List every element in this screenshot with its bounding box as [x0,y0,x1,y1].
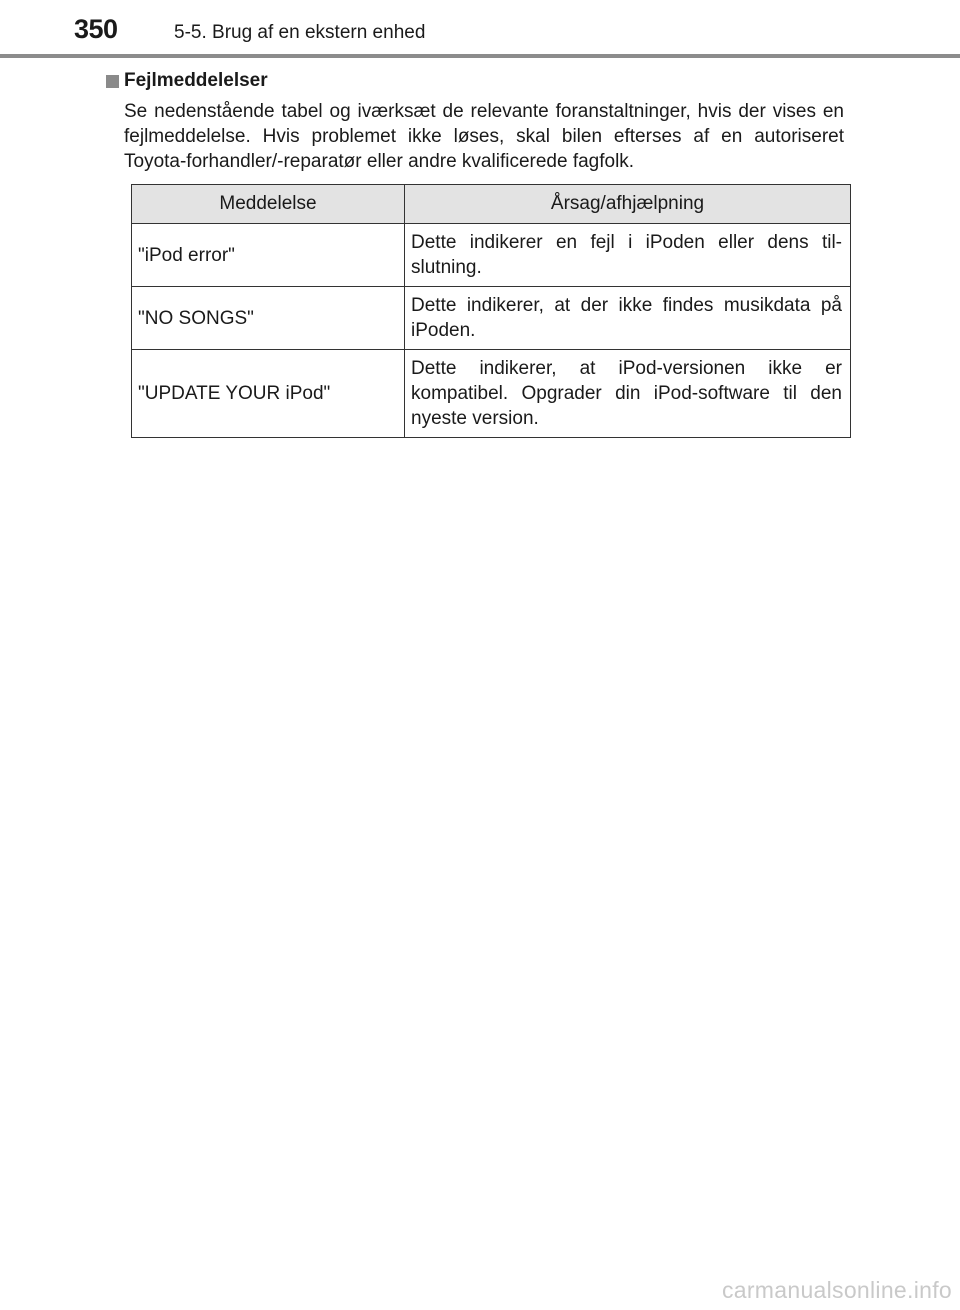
table-row [132,287,851,350]
cause-cell: Dette indikerer en fejl i iPoden eller dens til-slutning. [405,224,851,287]
header-message: Meddelelse [132,185,405,224]
header-divider [0,54,960,58]
section-heading [106,68,846,94]
error-messages-section [106,68,846,174]
message-cell: "iPod error" [132,224,405,287]
cause-cell: Dette indikerer, at iPod-versionen ikke er kompatibel. Opgrader din iPod-software til den nyeste version. [405,350,851,438]
table-header-row [132,185,851,224]
square-bullet-icon [106,75,119,88]
table-row [132,224,851,287]
header-cause: Årsag/afhjælpning [405,185,851,224]
message-cell: "UPDATE YOUR iPod" [132,350,405,438]
table-row [132,350,851,438]
page-number: 350 [74,14,118,44]
section-title: Fejlmeddelelser [124,70,268,91]
message-cell: "NO SONGS" [132,287,405,350]
watermark: carmanualsonline.info [721,1277,952,1303]
error-message-table [131,184,851,438]
section-body: Se nedenstående tabel og iværksæt de relevante foranstaltninger, hvis der vises en fejlmeddelelse. Hvis problemet ikke løses, skal bilen efterses af en autoriseret Toyota-forhandler/-reparatør eller andre kvalificerede fagfolk. [124,101,844,172]
cause-cell: Dette indikerer, at der ikke findes musikdata på iPoden. [405,287,851,350]
chapter-title: 5-5. Brug af en ekstern enhed [174,22,426,43]
